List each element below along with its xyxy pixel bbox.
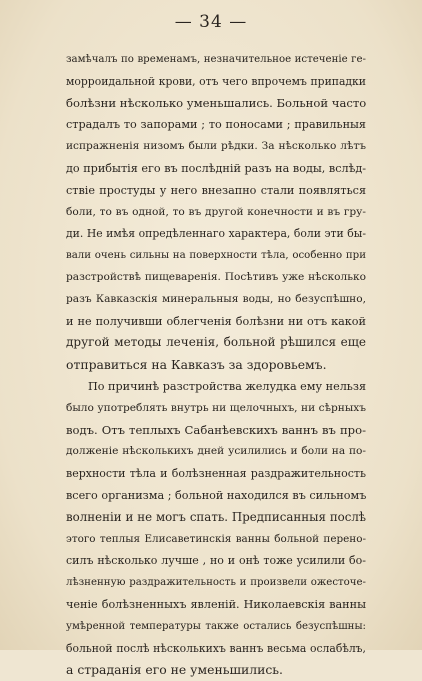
text-line: волненіи и не могъ спать. Предписанныя послѣ: [66, 509, 366, 524]
text-line: долженіе нѣсколькихъ дней усилились и боли на по-: [66, 445, 366, 458]
text-line: боли, то въ одной, то въ другой конечности и въ гру-: [66, 205, 366, 218]
text-line: верхности тѣла и болѣзненная раздражительность: [66, 467, 366, 481]
page-number: — 34 —: [174, 12, 248, 32]
text-line: этого теплыя Елисаветинскія ванны больной перено-: [66, 532, 366, 545]
text-line: больной послѣ нѣсколькихъ ваннъ весьма ослабѣлъ,: [66, 641, 366, 655]
text-line: морроидальной крови, отъ чего впрочемъ припадки: [66, 74, 366, 88]
text-line: силъ нѣсколько лучше , но и онѣ тоже усилили бо-: [66, 554, 366, 568]
text-line: отправиться на Кавказъ за здоровьемъ.: [66, 357, 327, 373]
text-line: и не получивши облегченія болѣзни ни отъ какой: [66, 314, 366, 328]
text-line: замѣчалъ по временамъ, незначительное истеченіе ге-: [66, 54, 366, 65]
text-line: ди. Не имѣя опредѣленнаго характера, боли эти бы-: [66, 227, 366, 241]
text-line: ствіе простуды у него внезапно стали появляться: [66, 183, 366, 197]
text-line: другой методы леченія, больной рѣшился еще: [66, 335, 366, 350]
text-line: всего организма ; больной находился въ сильномъ: [66, 488, 366, 502]
body-text: [66, 49, 366, 681]
text-line: вали очень сильны на поверхности тѣла, особенно при: [66, 250, 366, 262]
text-line: По причинѣ разстройства желудка ему нельзя: [88, 379, 366, 393]
text-line: страдалъ то запорами ; то поносами ; правильныя: [66, 118, 366, 132]
text-line: водъ. Отъ теплыхъ Сабанѣевскихъ ваннъ въ про-: [66, 422, 366, 437]
text-line: было употреблять внутрь ни щелочныхъ, ни сѣрныхъ: [66, 401, 366, 414]
text-line: до прибытія его въ послѣдній разъ на воды, вслѣд-: [66, 161, 366, 175]
text-line: лѣзненную раздражительность и произвели ожесточе-: [66, 577, 366, 589]
text-line: а страданія его не уменьшились.: [66, 662, 283, 678]
text-line: болѣзни нѣсколько уменьшались. Больной часто: [66, 95, 366, 110]
text-line: разстройствѣ пищеваренія. Посѣтивъ уже нѣсколько: [66, 270, 366, 283]
text-line: испражненія низомъ были рѣдки. За нѣсколько лѣтъ: [66, 140, 366, 153]
text-line: ченіе болѣзненныхъ явленій. Николаевскія ванны: [66, 597, 366, 611]
text-line: умѣренной температуры также остались безуспѣшны:: [66, 620, 366, 632]
text-line: разъ Кавказскія минеральныя воды, но безуспѣшно,: [66, 292, 366, 305]
